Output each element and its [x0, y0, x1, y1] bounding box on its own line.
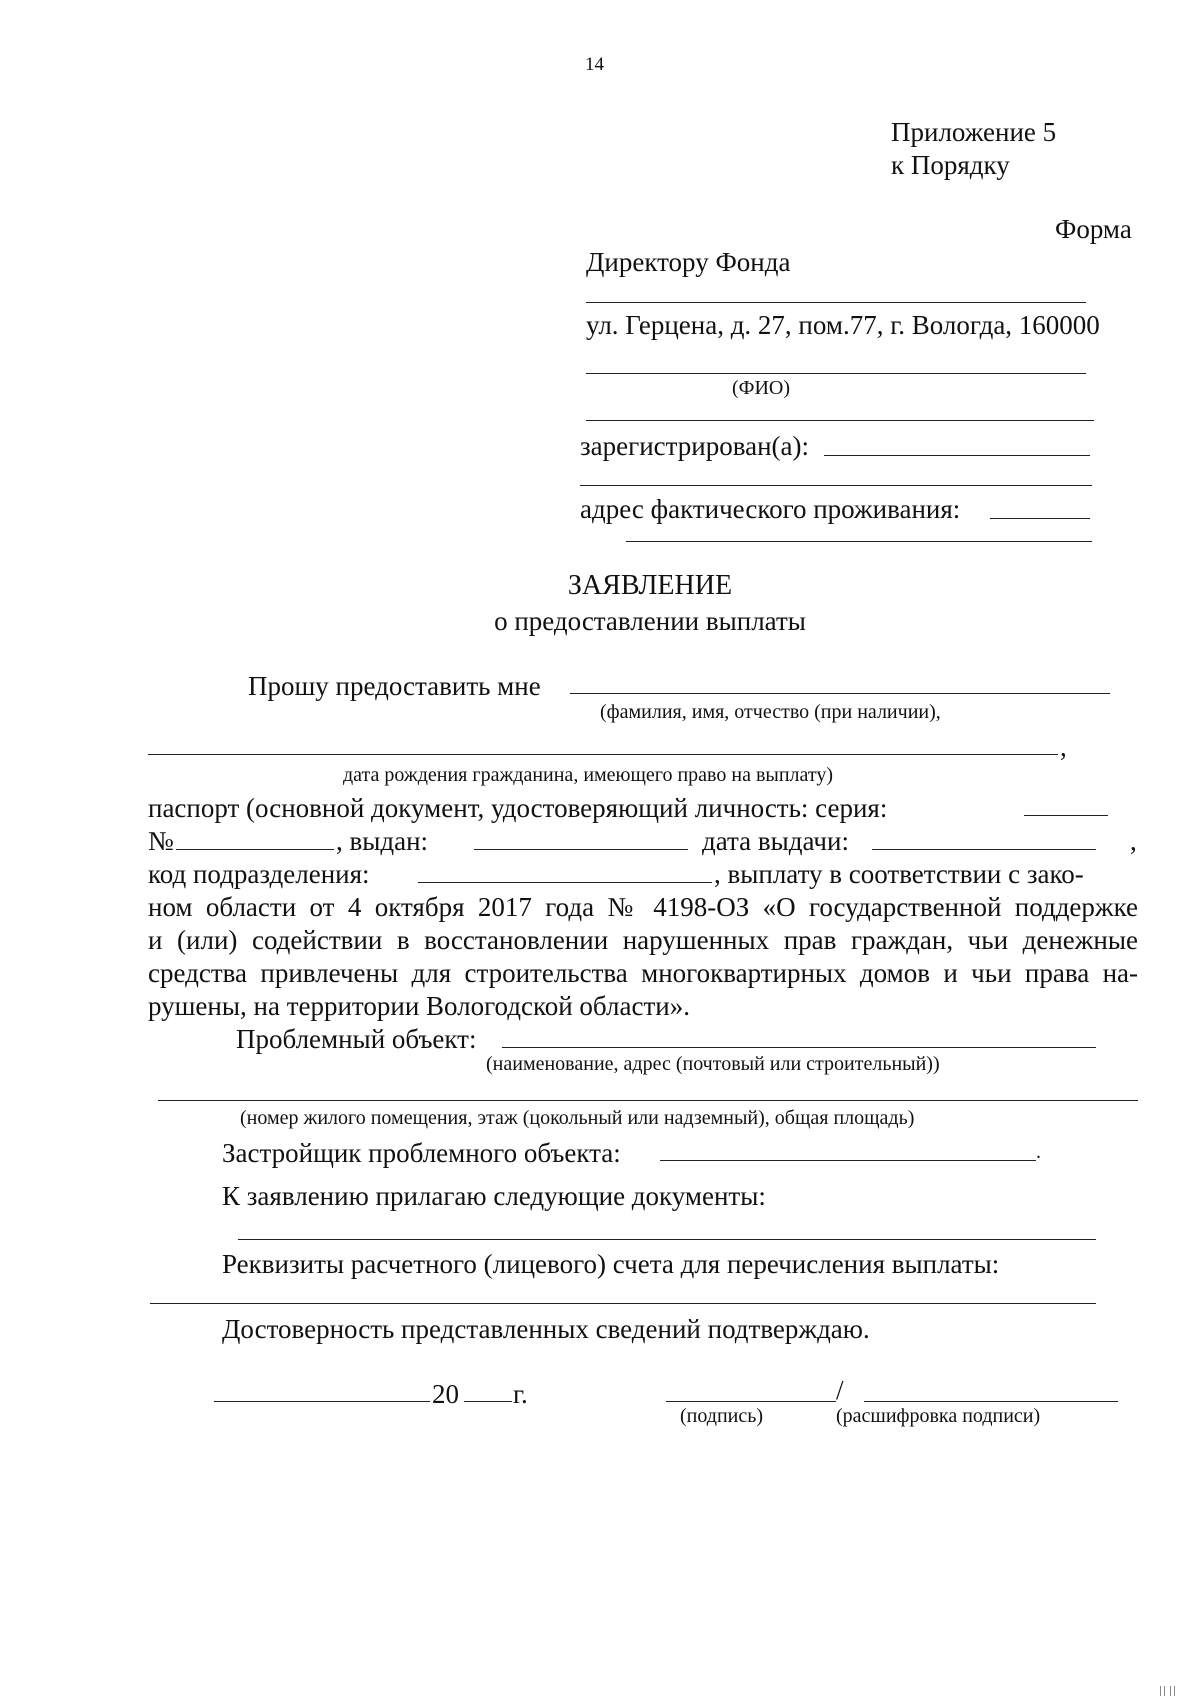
confirmation-text: Достоверность представленных сведений подтверждаю. [222, 1314, 870, 1344]
scan-mark [1174, 1686, 1175, 1696]
law-text-line-3: средства привлечены для строительства многоквартирных домов и чьи права на- [148, 958, 1138, 988]
statement-title: ЗАЯВЛЕНИЕ [567, 570, 733, 601]
law-text-line-1: ном области от 4 октября 2017 года № 4198-ОЗ «О государственной поддержке [148, 892, 1138, 922]
form-label: Форма [1055, 214, 1132, 244]
registered-field[interactable] [824, 455, 1090, 456]
subdivision-code-field[interactable] [418, 882, 712, 883]
year-field[interactable] [464, 1401, 512, 1402]
actual-address-label: адрес фактического проживания: [580, 494, 961, 524]
signature-slash: / [836, 1375, 844, 1405]
payment-text: , выплату в соответствии с зако- [714, 859, 1084, 889]
appendix-label: Приложение 5 [891, 117, 1057, 147]
passport-series-field[interactable] [1024, 815, 1108, 816]
passport-number-field[interactable] [176, 849, 334, 850]
subdivision-code-label: код подразделения: [148, 859, 370, 889]
issue-date-field[interactable] [872, 849, 1096, 850]
caption-name: (фамилия, имя, отчество (при наличии), [600, 701, 941, 723]
issued-by-label: , выдан: [336, 826, 429, 856]
requisites-field[interactable] [150, 1303, 1096, 1304]
developer-label: Застройщик проблемного объекта: [222, 1138, 621, 1168]
caption-birth: дата рождения гражданина, имеющего право на выплату) [343, 764, 833, 786]
caption-object: (наименование, адрес (почтовый или строительный)) [486, 1053, 940, 1075]
problem-object-field[interactable] [502, 1047, 1096, 1048]
scan-mark [1164, 1686, 1165, 1696]
number-sign: № [148, 826, 174, 856]
statement-subtitle: о предоставлении выплаты [494, 606, 806, 636]
law-text-line-2: и (или) содействии в восстановлении нарушенных прав граждан, чьи денежные [148, 925, 1138, 955]
signature-field[interactable] [666, 1401, 836, 1402]
attachments-field[interactable] [238, 1239, 1096, 1240]
caption-premises: (номер жилого помещения, этаж (цокольный или надземный), общая площадь) [240, 1107, 915, 1129]
director-name-line[interactable] [586, 302, 1086, 303]
requisites-label: Реквизиты расчетного (лицевого) счета для перечисления выплаты: [222, 1249, 1000, 1279]
actual-address-line-2[interactable] [626, 541, 1092, 542]
registered-label: зарегистрирован(а): [580, 431, 810, 461]
applicant-name-field[interactable] [570, 693, 1110, 694]
order-label: к Порядку [891, 150, 1010, 180]
birth-date-field[interactable] [148, 754, 1058, 755]
year-prefix: 20 [432, 1379, 459, 1409]
developer-field[interactable] [660, 1160, 1036, 1161]
fio-line[interactable] [586, 373, 1086, 374]
actual-address-field[interactable] [990, 518, 1090, 519]
problem-object-label: Проблемный объект: [236, 1024, 477, 1054]
request-text: Прошу предоставить мне [248, 671, 541, 701]
comma-2: , [1130, 826, 1137, 856]
caption-decoding: (расшифровка подписи) [836, 1405, 1041, 1427]
comma-1: , [1060, 732, 1067, 762]
registered-line-2[interactable] [580, 485, 1092, 486]
director-label: Директору Фонда [586, 247, 791, 277]
year-suffix: г. [513, 1379, 528, 1409]
issue-date-label: дата выдачи: [702, 826, 849, 856]
attachments-label: К заявлению прилагаю следующие документы: [222, 1181, 766, 1211]
fund-address: ул. Герцена, д. 27, пом.77, г. Вологда, 160000 [586, 310, 1100, 340]
scan-mark [1170, 1686, 1171, 1696]
page-number: 14 [585, 54, 604, 75]
scan-mark [1160, 1686, 1161, 1696]
developer-dot: . [1036, 1141, 1041, 1163]
passport-text: паспорт (основной документ, удостоверяющий личность: серия: [148, 793, 888, 823]
signature-decoding-field[interactable] [864, 1401, 1118, 1402]
fio-caption: (ФИО) [732, 377, 791, 399]
date-field[interactable] [214, 1401, 430, 1402]
caption-signature: (подпись) [680, 1405, 764, 1427]
premises-field[interactable] [158, 1100, 1138, 1101]
issued-by-field[interactable] [474, 849, 688, 850]
law-text-line-4: рушены, на территории Вологодской области». [148, 991, 690, 1021]
fio-line-2[interactable] [586, 420, 1094, 421]
